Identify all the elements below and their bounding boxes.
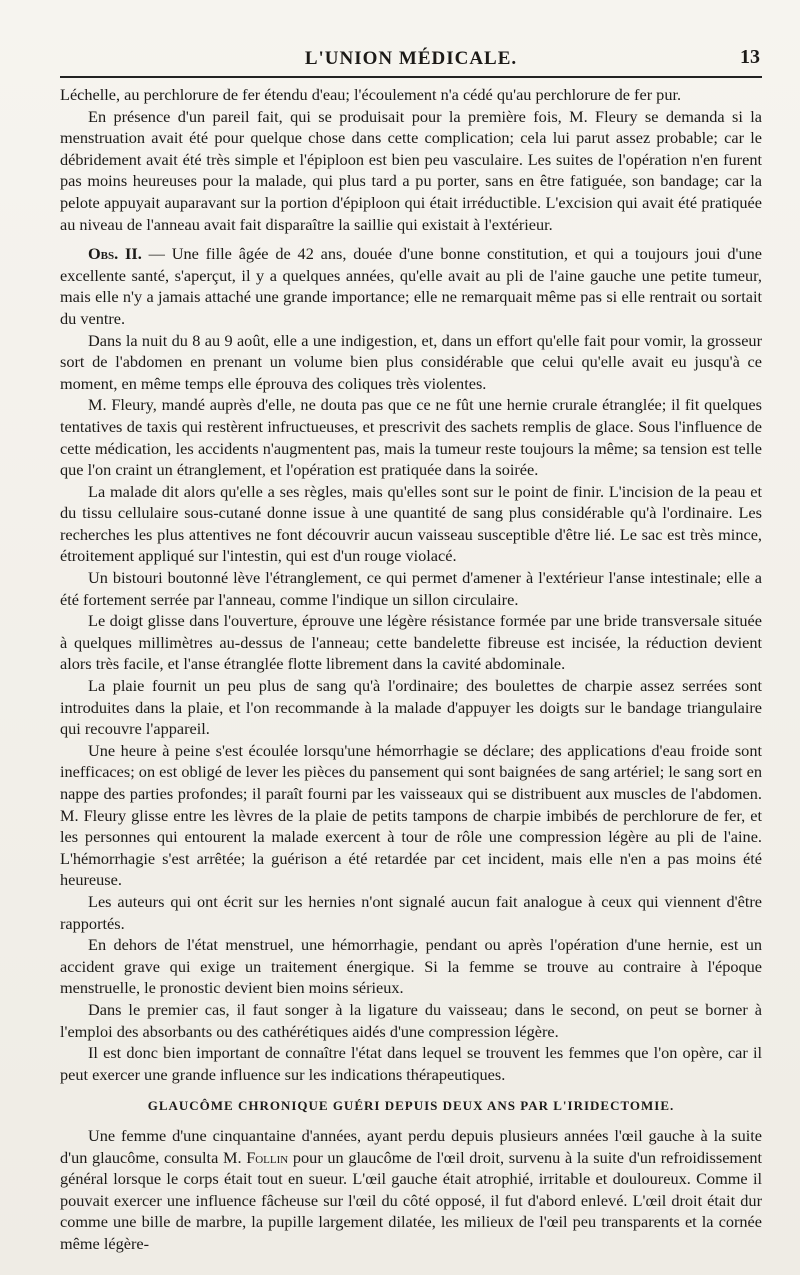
final-paragraph [60,1125,762,1255]
author-name: Follin [246,1147,289,1167]
final-text-after: pour un glaucôme de l'œil droit, survenu à la suite d'un refroidissement général lorsque le corps était tout en sueur. L'œil gauche était atrophié, irritable et douloureux. Comme il pouvait exercer une influence fâcheuse sur l'œil du côté opposé, il fut d'abord enlevé. L'œil droit était dur comme une bille de marbre, la pupille largement dilatée, les milieux de l'œil peu transparents et la cornée même légère- [60,1147,762,1253]
paragraph: M. Fleury, mandé auprès d'elle, ne douta pas que ce ne fût une hernie crurale étranglée; il fit quelques tentatives de taxis qui restèrent infructueuses, et prescrivit des sachets remplis de glace. Sous l'influence de cette médication, les accidents n'augmentent pas, mais la tumeur reste toujours la même; sa tension est telle que l'on craint un étranglement, et l'opération est pratiquée dans la soirée. [60,395,762,480]
paragraph: Une heure à peine s'est écoulée lorsqu'une hémorrhagie se déclare; des applications d'eau froide sont inefficaces; on est obligé de lever les pièces du pansement qui sont baignées de sang artériel; le sang sort en nappe des parties profondes; il paraît fourni par les vaisseaux qui se distribuent aux muscles de l'abdomen. M. Fleury glisse entre les lèvres de la plaie de petits tampons de charpie imbibés de perchlorure de fer, et les personnes qui entourent la malade exercent à tour de rôle une compression légère au pli de l'aine. L'hémorrhagie s'est arrêtée; la guérison a été retardée par cet incident, mais elle n'en a pas moins été heureuse. [60,740,762,890]
page-header [60,42,762,76]
page-number: 13 [740,46,760,68]
observation-text: — Une fille âgée de 42 ans, douée d'une bonne constitution, et qui a toujours joui d'une excellente santé, s'aperçut, il y a quelques années, qu'elle avait au pli de l'aine gauche une petite tumeur, mais elle n'y a jamais attaché une grande importance; elle ne remarquait même pas si elle rentrait ou sortait du ventre. [60,244,762,328]
observation-label: Obs. II. [88,244,142,264]
paragraph: La malade dit alors qu'elle a ses règles, mais qu'elles sont sur le point de finir. L'incision de la peau et du tissu cellulaire sous-cutané donne issue à une quantité de sang plus considérable qu'à l'ordinaire. Les recherches les plus attentives ne font découvrir aucun vaisseau susceptible d'être lié. Le sac est très mince, étroitement appliqué sur l'intestin, qui est d'un rouge violacé. [60,481,762,566]
final-text-before: Une femme d'une cinquantaine d'années, ayant perdu depuis plusieurs années l'œil gauche à la suite d'un glaucôme, consulta M. [60,1125,762,1167]
paragraph: La plaie fournit un peu plus de sang qu'à l'ordinaire; des boulettes de charpie assez serrées sont introduites dans la plaie, et l'on recommande à la malade d'appuyer les doigts sur le bandage triangulaire qui recouvre l'appareil. [60,676,762,739]
paragraph: Léchelle, au perchlorure de fer étendu d'eau; l'écoulement n'a cédé qu'au perchlorure de fer pur. [60,85,682,104]
paragraph: En présence d'un pareil fait, qui se produisait pour la première fois, M. Fleury se demanda si la menstruation avait été pour quelque chose dans cette complication; cela lui parut assez probable; car le débridement avait été très simple et l'épiploon est bien peu vasculaire. Les suites de l'opération n'en furent pas moins heureuses pour la malade, qui plus tard a pu porter, sans en être fatiguée, son bandage; car la pelote appuyait auparavant sur la portion d'épiploon qui était irréductible. L'excision qui avait été pratiquée au niveau de l'anneau avait fait disparaître la saillie qui existait à l'extérieur. [60,106,762,234]
paragraph: Le doigt glisse dans l'ouverture, éprouve une légère résistance formée par une bride transversale située à quelques millimètres au-dessus de l'anneau; cette bandelette fibreuse est incisée, la réduction devient alors très facile, et l'anse étranglée flotte librement dans la cavité abdominale. [60,611,762,674]
running-title: L'UNION MÉDICALE. [304,48,518,69]
paragraph: Dans la nuit du 8 au 9 août, elle a une indigestion, et, dans un effort qu'elle fait pour vomir, la grosseur sort de l'abdomen en prenant un volume bien plus considérable que celui qu'elle avait eu jusqu'à ce moment, en même temps elle éprouva des coliques très violentes. [60,330,762,393]
section-heading: GLAUCÔME CHRONIQUE GUÉRI DEPUIS DEUX ANS PAR L'IRIDECTOMIE. [147,1098,675,1114]
article-body [60,84,762,1254]
paragraph: Il est donc bien important de connaître l'état dans lequel se trouvent les femmes que l'on opère, car il peut exercer une grande influence sur les indications thérapeutiques. [60,1043,762,1084]
paragraph: Un bistouri boutonné lève l'étranglement, ce qui permet d'amener à l'extérieur l'anse intestinale; elle a été fortement serrée par l'anneau, comme l'indique un sillon circulaire. [60,568,762,609]
paragraph: Dans le premier cas, il faut songer à la ligature du vaisseau; dans le second, on peut se borner à l'emploi des absorbants ou des cathérétiques aidés d'une compression légère. [60,999,762,1041]
paragraph: En dehors de l'état menstruel, une hémorrhagie, pendant ou après l'opération d'une hernie, est un accident grave qui exige un traitement énergique. Si la femme se trouve au contraire à l'époque menstruelle, le pronostic devient bien moins sérieux. [60,935,762,998]
paragraph: Les auteurs qui ont écrit sur les hernies n'ont signalé aucun fait analogue à ceux qui viennent d'être rapportés. [60,891,762,933]
observation-paragraph [60,243,762,329]
header-rule [60,76,762,78]
